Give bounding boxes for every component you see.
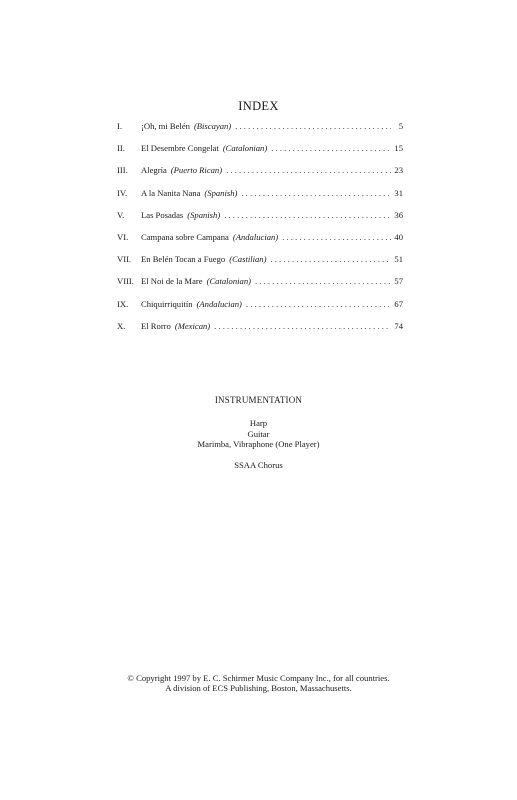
entry-numeral: VII.	[117, 254, 132, 265]
dot-leader	[255, 276, 391, 286]
index-heading: INDEX	[238, 99, 279, 113]
dot-leader	[214, 321, 391, 331]
entry-page-number: 51	[394, 254, 403, 265]
copyright-notice	[0, 673, 517, 694]
entry-title: Alegría	[141, 165, 167, 176]
entry-page-number: 36	[394, 209, 403, 220]
entry-numeral: III.	[117, 165, 128, 176]
copyright-line: © Copyright 1997 by E. C. Schirmer Music Company Inc., for all countries.	[127, 673, 390, 683]
entry-page-number: 5	[398, 121, 403, 131]
chorus-voicing: SSAA Chorus	[234, 460, 283, 470]
dot-leader	[224, 210, 391, 220]
dot-leader	[271, 143, 391, 153]
entry-page-number: 74	[394, 320, 403, 331]
index-entry	[117, 143, 403, 165]
instrument-percussion: Marimba, Vibraphone (One Player)	[197, 439, 320, 450]
entry-region: (Catalonian)	[222, 143, 268, 154]
entry-title: Las Posadas	[141, 209, 184, 220]
index-entry	[117, 121, 403, 143]
entry-region: (Biscayan)	[193, 121, 232, 131]
entry-page-number: 23	[394, 165, 403, 176]
entry-numeral: VIII.	[117, 276, 134, 287]
entry-region: (Spanish)	[204, 187, 238, 198]
entry-title: ¡Oh, mi Belén	[141, 121, 190, 131]
index-entry	[117, 321, 403, 343]
entry-page-number: 15	[394, 143, 403, 154]
entry-region: (Puerto Rican)	[170, 165, 223, 176]
entry-region: (Andalucian)	[196, 298, 242, 309]
instrument-harp: Harp	[249, 418, 268, 428]
entry-title: Campana sobre Campana	[141, 231, 229, 242]
entry-title: A la Nanita Nana	[141, 187, 201, 198]
index-entry	[117, 299, 403, 321]
index-entry	[117, 276, 403, 298]
entry-numeral: IX.	[117, 298, 129, 309]
entry-page-number: 31	[394, 187, 403, 198]
entry-title: El Rorro	[141, 320, 171, 331]
entry-page-number: 67	[394, 298, 403, 309]
entry-title: El Desembre Congelat	[141, 143, 219, 154]
dot-leader	[226, 165, 391, 175]
index-entry	[117, 232, 403, 254]
entry-numeral: VI.	[117, 231, 129, 242]
entry-numeral: II.	[117, 143, 125, 154]
instrumentation-heading: INSTRUMENTATION	[214, 395, 303, 405]
dot-leader	[241, 188, 391, 198]
entry-numeral: I.	[117, 121, 123, 131]
entry-region: (Spanish)	[187, 209, 221, 220]
entry-title: Chiquirriquitín	[141, 298, 193, 309]
index-entry	[117, 165, 403, 187]
instrument-list	[0, 418, 517, 450]
index-entry	[117, 210, 403, 232]
dot-leader	[270, 254, 391, 264]
instrument-guitar: Guitar	[247, 428, 270, 439]
entry-region: (Mexican)	[174, 320, 211, 331]
entry-numeral: X.	[117, 320, 126, 331]
entry-title: En Belén Tocan a Fuego	[141, 254, 226, 265]
entry-region: (Andalucian)	[232, 231, 279, 242]
entry-numeral: IV.	[117, 187, 128, 198]
publisher-line: A division of ECS Publishing, Boston, Massachusetts.	[165, 683, 352, 694]
entry-region: (Castilian)	[229, 254, 267, 265]
entry-numeral: V.	[117, 209, 125, 220]
dot-leader	[235, 121, 391, 131]
dot-leader	[246, 299, 391, 309]
index-entry	[117, 188, 403, 210]
entry-page-number: 57	[394, 276, 403, 287]
index-list	[117, 121, 403, 343]
dot-leader	[282, 232, 391, 242]
entry-region: (Catalonian)	[206, 276, 251, 287]
index-entry	[117, 254, 403, 276]
entry-title: El Noi de la Mare	[141, 276, 203, 287]
entry-page-number: 40	[394, 231, 403, 242]
